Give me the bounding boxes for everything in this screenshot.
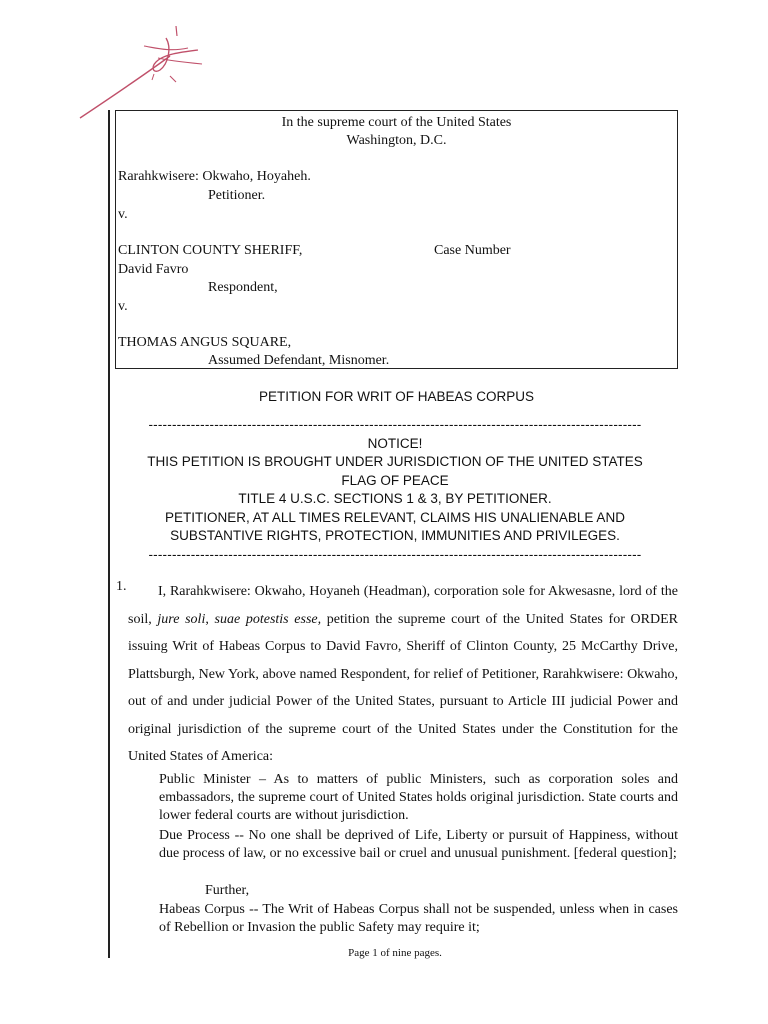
public-minister-clause: Public Minister – As to matters of public Ministers, such as corporation soles and embassadors, the supreme court of United States holds original jurisdiction. State courts and lower federal courts are without jurisdiction.	[159, 772, 678, 823]
dash-rule-top: ---------------------------------------------------------------------------------------------------------	[148, 417, 642, 432]
notice-line: FLAG OF PEACE	[341, 472, 449, 488]
habeas-corpus-clause: Habeas Corpus -- The Writ of Habeas Corpus shall not be suspended, unless when in cases of Rebellion or Invasion the public Safety may require it;	[159, 902, 678, 935]
further-label: Further,	[205, 883, 250, 898]
notice-heading: NOTICE!	[367, 435, 423, 451]
latin-phrase-1: jure soli	[157, 611, 206, 627]
notice-line: THIS PETITION IS BROUGHT UNDER JURISDICTION OF THE UNITED STATES	[147, 454, 643, 469]
petitioner-name: Rarahkwisere: Okwaho, Hoyaheh.	[118, 169, 311, 184]
page-footer: Page 1 of nine pages.	[348, 947, 442, 959]
notice-block	[130, 416, 660, 564]
notice-line: SUBSTANTIVE RIGHTS, PROTECTION, IMMUNITIES AND PRIVILEGES.	[170, 528, 620, 543]
latin-phrase-2: suae potestis esse,	[214, 611, 322, 627]
paragraph-1	[128, 578, 678, 771]
respondent-role: Respondent,	[208, 280, 278, 295]
court-name: In the supreme court of the United States	[281, 115, 512, 130]
paragraph-1-start: I, Rarahkwisere: Okwaho, Hoyaneh (Headman), corporation sole for Akwesasne, lord of the soil,	[128, 584, 678, 627]
defendant-role: Assumed Defendant, Misnomer.	[208, 353, 390, 368]
left-margin-rule	[108, 110, 110, 958]
versus-2: v.	[118, 299, 128, 314]
due-process-clause: Due Process -- No one shall be deprived of Life, Liberty or pursuit of Happiness, without due process of law, or no excessive bail or cruel and unusual punishment. [federal question];	[159, 828, 678, 861]
court-location: Washington, D.C.	[346, 133, 447, 148]
respondent-name: CLINTON COUNTY SHERIFF,	[118, 243, 303, 258]
defendant-name: THOMAS ANGUS SQUARE,	[118, 335, 292, 350]
paragraph-number: 1.	[116, 579, 127, 594]
paragraph-1-end: petition the supreme court of the United States for ORDER issuing Writ of Habeas Corpus to David Favro, Sheriff of Clinton County, 25 McCarthy Drive, Plattsburgh, New York, above named Respondent, for relief of Petitioner, Rarahkwisere: Okwaho, out of and under judicial Power of the United States, pursuant to Article III judicial Power and original jurisdiction of the supreme court of the United States under the Constitution for the United States of America:	[128, 611, 678, 764]
dash-rule-bottom: ---------------------------------------------------------------------------------------------------------	[148, 546, 642, 562]
case-number-label: Case Number	[434, 243, 511, 258]
document-title: PETITION FOR WRIT OF HABEAS CORPUS	[258, 389, 535, 404]
notice-line: PETITIONER, AT ALL TIMES RELEVANT, CLAIMS HIS UNALIENABLE AND	[165, 509, 625, 525]
latin-separator: ,	[205, 611, 215, 627]
petitioner-role: Petitioner.	[208, 188, 266, 203]
versus-1: v.	[118, 207, 128, 222]
case-caption-box	[115, 110, 678, 369]
notice-line: TITLE 4 U.S.C. SECTIONS 1 & 3, BY PETITIONER.	[238, 491, 552, 506]
respondent-person: David Favro	[118, 262, 189, 277]
